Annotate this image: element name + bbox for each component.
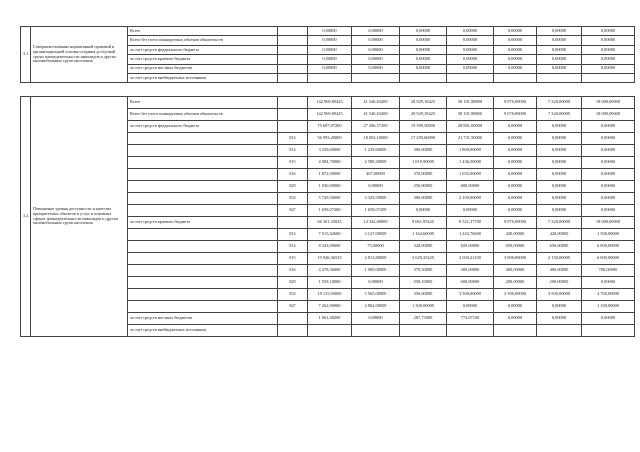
budget-code-cell: 833 bbox=[278, 289, 308, 301]
amount-cell: 1 300,00000 bbox=[400, 301, 447, 313]
amount-cell: 1 035,00000 bbox=[447, 169, 494, 181]
row-index: 3.1. bbox=[21, 27, 31, 83]
amount-cell: 350,00000 bbox=[400, 181, 447, 193]
amount-cell: 0,00000 bbox=[537, 64, 582, 73]
amount-cell: 0,00000 bbox=[352, 181, 400, 193]
amount-cell bbox=[447, 325, 494, 337]
amount-cell: 650,00000 bbox=[447, 241, 494, 253]
amount-cell: 0,00000 bbox=[582, 313, 635, 325]
amount-cell: 3 500,00000 bbox=[494, 289, 537, 301]
funding-source-label bbox=[128, 253, 278, 265]
amount-cell: 1 800,00000 bbox=[447, 145, 494, 157]
amount-cell: 0,00000 bbox=[494, 169, 537, 181]
amount-cell: 0,00000 bbox=[447, 301, 494, 313]
amount-cell: 56 993,20000 bbox=[308, 133, 352, 145]
budget-code-cell bbox=[278, 36, 308, 45]
amount-cell: 0,00000 bbox=[537, 157, 582, 169]
amount-cell: 1 900,00000 bbox=[352, 265, 400, 277]
amount-cell: 18 002,10000 bbox=[352, 133, 400, 145]
amount-cell: 0,00000 bbox=[537, 313, 582, 325]
funding-source-label: Всего без учета планируемых объемов обязательств bbox=[128, 109, 278, 121]
budget-code-cell: 815 bbox=[278, 253, 308, 265]
funding-source-label: Всего без учета планируемых объемов обязательств bbox=[128, 36, 278, 45]
amount-cell: 3 329,50000 bbox=[352, 193, 400, 205]
amount-cell: 2 033,21100 bbox=[447, 253, 494, 265]
amount-cell: 0,00000 bbox=[447, 27, 494, 36]
amount-cell: 0,00000 bbox=[447, 36, 494, 45]
amount-cell: 0,00000 bbox=[537, 193, 582, 205]
amount-cell: 0,00000 bbox=[582, 27, 635, 36]
amount-cell bbox=[494, 73, 537, 82]
amount-cell: 287,73000 bbox=[400, 313, 447, 325]
amount-cell: 18 000,00000 bbox=[582, 217, 635, 229]
amount-cell: 0,00000 bbox=[537, 45, 582, 54]
amount-cell: 18 000,00000 bbox=[582, 97, 635, 109]
amount-cell: 66 301,33025 bbox=[308, 217, 352, 229]
amount-cell bbox=[352, 325, 400, 337]
measure-description: Совершенствование нормативной правовой и организационной основы создания доступной среды жизнедеятельности инвалидов и других маломобильных групп населения bbox=[31, 27, 128, 83]
amount-cell bbox=[352, 73, 400, 82]
amount-cell: 0,00000 bbox=[537, 36, 582, 45]
budget-code-cell: 814 bbox=[278, 241, 308, 253]
budget-code-cell bbox=[278, 73, 308, 82]
amount-cell: 1 100,00000 bbox=[582, 301, 635, 313]
amount-cell: 27 206,57200 bbox=[352, 121, 400, 133]
amount-cell: 0,00000 bbox=[537, 145, 582, 157]
amount-cell bbox=[308, 325, 352, 337]
amount-cell: 3 500,00000 bbox=[447, 289, 494, 301]
funding-source-label bbox=[128, 277, 278, 289]
amount-cell: 0,00000 bbox=[582, 36, 635, 45]
amount-cell: 5 565,00000 bbox=[352, 289, 400, 301]
amount-cell: 0,00000 bbox=[447, 45, 494, 54]
budget-code-cell: 829 bbox=[278, 277, 308, 289]
amount-cell: 0,00000 bbox=[494, 145, 537, 157]
amount-cell: 0,00000 bbox=[582, 133, 635, 145]
funding-source-label bbox=[128, 301, 278, 313]
amount-cell: 1 164,60000 bbox=[400, 229, 447, 241]
amount-cell: 28 929,18425 bbox=[400, 109, 447, 121]
amount-cell: 2 862,00000 bbox=[352, 301, 400, 313]
funding-source-label bbox=[128, 133, 278, 145]
budget-code-cell bbox=[278, 109, 308, 121]
amount-cell: 3 127,00000 bbox=[352, 229, 400, 241]
funding-source-label bbox=[128, 265, 278, 277]
funding-source-label: Всего bbox=[128, 27, 278, 36]
amount-cell: 0,00000 bbox=[494, 157, 537, 169]
budget-code-cell: 816 bbox=[278, 265, 308, 277]
amount-cell: 0,00000 bbox=[537, 205, 582, 217]
amount-cell: 700,00000 bbox=[582, 265, 635, 277]
amount-cell: 1 019,90000 bbox=[400, 157, 447, 169]
amount-cell: 17 259,60000 bbox=[400, 133, 447, 145]
amount-cell: 142 969,80425 bbox=[308, 109, 352, 121]
amount-cell: 19 115,00000 bbox=[308, 289, 352, 301]
budget-code-cell bbox=[278, 325, 308, 337]
amount-cell: 0,00000 bbox=[352, 277, 400, 289]
amount-cell: 300,00000 bbox=[447, 265, 494, 277]
funding-source-label: за счет средств местных бюджетов bbox=[128, 64, 278, 73]
amount-cell: 7 320,00000 bbox=[537, 109, 582, 121]
amount-cell: 0,00000 bbox=[352, 45, 400, 54]
amount-cell: 0,00000 bbox=[537, 133, 582, 145]
amount-cell: 420,00000 bbox=[494, 229, 537, 241]
amount-cell: 0,00000 bbox=[447, 205, 494, 217]
amount-cell: 7 320,00000 bbox=[537, 97, 582, 109]
amount-cell bbox=[537, 325, 582, 337]
amount-cell: 320,00000 bbox=[400, 241, 447, 253]
funding-source-label: за счет средств федерального бюджета bbox=[128, 45, 278, 54]
budget-code-cell: 829 bbox=[278, 181, 308, 193]
amount-cell: 9 061,95425 bbox=[400, 217, 447, 229]
funding-source-label bbox=[128, 181, 278, 193]
amount-cell: 8 521,37700 bbox=[447, 217, 494, 229]
budget-code-cell bbox=[278, 121, 308, 133]
funding-source-label: за счет средств местных бюджетов bbox=[128, 313, 278, 325]
amount-cell: 0,00000 bbox=[400, 205, 447, 217]
amount-cell: 0,00000 bbox=[308, 27, 352, 36]
amount-cell bbox=[494, 325, 537, 337]
budget-code-cell: 816 bbox=[278, 169, 308, 181]
amount-cell: 0,00000 bbox=[308, 64, 352, 73]
amount-cell: 1 239,60000 bbox=[352, 145, 400, 157]
budget-code-cell bbox=[278, 313, 308, 325]
amount-cell: 0,00000 bbox=[400, 36, 447, 45]
amount-cell: 0,00000 bbox=[494, 181, 537, 193]
amount-cell: 9 070,00000 bbox=[494, 97, 537, 109]
amount-cell: 0,00000 bbox=[582, 55, 635, 64]
amount-cell: 75 607,07200 bbox=[308, 121, 352, 133]
amount-cell: 1 558,10000 bbox=[308, 277, 352, 289]
amount-cell: 0,00000 bbox=[537, 55, 582, 64]
budget-code-cell: 814 bbox=[278, 145, 308, 157]
amount-cell: 41 546,63200 bbox=[352, 109, 400, 121]
funding-source-label: за счет средств внебюджетных источников bbox=[128, 73, 278, 82]
amount-cell: 350,00000 bbox=[400, 289, 447, 301]
amount-cell: 18 000,00000 bbox=[582, 109, 635, 121]
amount-cell: 0,00000 bbox=[494, 64, 537, 73]
amount-cell: 1 872,00000 bbox=[308, 169, 352, 181]
amount-cell: 0,00000 bbox=[582, 157, 635, 169]
funding-source-label bbox=[128, 169, 278, 181]
amount-cell: 0,00000 bbox=[582, 205, 635, 217]
amount-cell: 0,00000 bbox=[400, 27, 447, 36]
amount-cell: 1 061,40200 bbox=[308, 313, 352, 325]
section-3-1-table bbox=[20, 26, 635, 83]
amount-cell: 0,00000 bbox=[537, 181, 582, 193]
amount-cell: 5 729,50000 bbox=[308, 193, 352, 205]
amount-cell: 4 278,36000 bbox=[308, 265, 352, 277]
amount-cell: 6 000,00000 bbox=[582, 241, 635, 253]
amount-cell: 1 658,07200 bbox=[352, 205, 400, 217]
funding-source-label: за счет средств внебюджетных источников bbox=[128, 325, 278, 337]
amount-cell: 0,00000 bbox=[494, 193, 537, 205]
amount-cell: 1 436,50000 bbox=[447, 157, 494, 169]
budget-code-cell: 813 bbox=[278, 229, 308, 241]
amount-cell: 0,00000 bbox=[494, 205, 537, 217]
amount-cell: 0,00000 bbox=[352, 64, 400, 73]
amount-cell: 9 070,00000 bbox=[494, 217, 537, 229]
amount-cell: 2 813,80000 bbox=[352, 253, 400, 265]
amount-cell: 0,00000 bbox=[537, 301, 582, 313]
amount-cell: 14 342,00000 bbox=[352, 217, 400, 229]
budget-code-cell: 815 bbox=[278, 157, 308, 169]
amount-cell: 0,00000 bbox=[352, 27, 400, 36]
amount-cell: 0,00000 bbox=[352, 36, 400, 45]
amount-cell: 3 500,00000 bbox=[537, 289, 582, 301]
funding-source-label bbox=[128, 145, 278, 157]
amount-cell: 3 029,35425 bbox=[400, 253, 447, 265]
amount-cell: 19 926,36525 bbox=[308, 253, 352, 265]
amount-cell: 7 262,00000 bbox=[308, 301, 352, 313]
amount-cell: 3 900,00000 bbox=[494, 253, 537, 265]
amount-cell: 0,00000 bbox=[494, 36, 537, 45]
amount-cell: 9 070,00000 bbox=[494, 109, 537, 121]
budget-code-cell: 847 bbox=[278, 205, 308, 217]
amount-cell: 1 030,00000 bbox=[308, 181, 352, 193]
amount-cell: 19 599,50000 bbox=[400, 121, 447, 133]
amount-cell: 21 731,50000 bbox=[447, 133, 494, 145]
amount-cell: 6 000,00000 bbox=[582, 253, 635, 265]
amount-cell: 7 320,00000 bbox=[537, 217, 582, 229]
amount-cell: 467,00000 bbox=[352, 169, 400, 181]
amount-cell: 0,00000 bbox=[582, 64, 635, 73]
budget-code-cell bbox=[278, 64, 308, 73]
budget-code-cell: 847 bbox=[278, 301, 308, 313]
table-row bbox=[21, 27, 635, 36]
amount-cell bbox=[582, 325, 635, 337]
budget-code-cell bbox=[278, 55, 308, 64]
amount-cell: 0,00000 bbox=[537, 169, 582, 181]
amount-cell: 0,00000 bbox=[308, 45, 352, 54]
amount-cell: 0,00000 bbox=[308, 36, 352, 45]
amount-cell: 0,00000 bbox=[537, 27, 582, 36]
amount-cell: 0,00000 bbox=[447, 55, 494, 64]
amount-cell: 400,00000 bbox=[537, 265, 582, 277]
amount-cell: 0,00000 bbox=[582, 193, 635, 205]
amount-cell: 0,00000 bbox=[308, 55, 352, 64]
amount-cell: 0,00000 bbox=[494, 45, 537, 54]
amount-cell: 0,00000 bbox=[494, 301, 537, 313]
amount-cell: 0,00000 bbox=[582, 169, 635, 181]
budget-code-cell: 813 bbox=[278, 133, 308, 145]
budget-code-cell bbox=[278, 27, 308, 36]
amount-cell: 0,00000 bbox=[582, 45, 635, 54]
amount-cell bbox=[400, 325, 447, 337]
amount-cell: 0,00000 bbox=[537, 121, 582, 133]
amount-cell: 600,00000 bbox=[447, 277, 494, 289]
amount-cell: 3 339,60000 bbox=[308, 145, 352, 157]
amount-cell bbox=[537, 73, 582, 82]
amount-cell: 0,00000 bbox=[400, 55, 447, 64]
funding-source-label: Всего bbox=[128, 97, 278, 109]
amount-cell: 38 101,98800 bbox=[447, 97, 494, 109]
funding-source-label: за счет средств краевого бюджета bbox=[128, 217, 278, 229]
amount-cell: 28 801,00000 bbox=[447, 121, 494, 133]
amount-cell: 0,00000 bbox=[494, 313, 537, 325]
amount-cell: 650,00000 bbox=[537, 241, 582, 253]
amount-cell: 0,00000 bbox=[400, 45, 447, 54]
amount-cell: 0,00000 bbox=[582, 181, 635, 193]
funding-source-label bbox=[128, 289, 278, 301]
amount-cell: 38 101,98800 bbox=[447, 109, 494, 121]
amount-cell: 0,00000 bbox=[494, 27, 537, 36]
amount-cell: 1 500,00000 bbox=[582, 229, 635, 241]
funding-source-label bbox=[128, 241, 278, 253]
amount-cell: 1 243,76600 bbox=[447, 229, 494, 241]
amount-cell: 75,00000 bbox=[352, 241, 400, 253]
amount-cell: 773,67100 bbox=[447, 313, 494, 325]
amount-cell: 0,00000 bbox=[494, 133, 537, 145]
amount-cell: 370,00000 bbox=[400, 169, 447, 181]
amount-cell: 0,00000 bbox=[352, 55, 400, 64]
amount-cell: 379,50000 bbox=[400, 265, 447, 277]
amount-cell: 0,00000 bbox=[494, 55, 537, 64]
amount-cell: 0,00000 bbox=[400, 64, 447, 73]
amount-cell: 0,00000 bbox=[582, 145, 635, 157]
amount-cell: 680,00000 bbox=[447, 181, 494, 193]
amount-cell: 2 588,30000 bbox=[352, 157, 400, 169]
budget-code-cell: 833 bbox=[278, 193, 308, 205]
amount-cell: 300,00000 bbox=[400, 193, 447, 205]
amount-cell: 4 984,70000 bbox=[308, 157, 352, 169]
amount-cell: 420,00000 bbox=[537, 229, 582, 241]
section-3-2-table bbox=[20, 96, 635, 337]
amount-cell: 200,00000 bbox=[494, 277, 537, 289]
amount-cell: 0,00000 bbox=[582, 277, 635, 289]
amount-cell: 2 100,00000 bbox=[447, 193, 494, 205]
amount-cell: 0,00000 bbox=[447, 64, 494, 73]
amount-cell bbox=[582, 73, 635, 82]
amount-cell: 0,00000 bbox=[582, 121, 635, 133]
amount-cell: 4 700,00000 bbox=[582, 289, 635, 301]
funding-source-label: за счет средств краевого бюджета bbox=[128, 55, 278, 64]
amount-cell: 200,00000 bbox=[537, 277, 582, 289]
amount-cell bbox=[400, 73, 447, 82]
funding-source-label bbox=[128, 205, 278, 217]
amount-cell: 1 658,07200 bbox=[308, 205, 352, 217]
amount-cell: 400,00000 bbox=[494, 265, 537, 277]
amount-cell: 300,00000 bbox=[400, 145, 447, 157]
amount-cell: 650,00000 bbox=[494, 241, 537, 253]
amount-cell: 558,10000 bbox=[400, 277, 447, 289]
budget-code-cell bbox=[278, 217, 308, 229]
funding-source-label bbox=[128, 157, 278, 169]
amount-cell bbox=[308, 73, 352, 82]
amount-cell: 41 546,63200 bbox=[352, 97, 400, 109]
amount-cell: 2 150,00000 bbox=[537, 253, 582, 265]
amount-cell: 8 343,00000 bbox=[308, 241, 352, 253]
row-index: 3.2. bbox=[21, 97, 31, 337]
table-row bbox=[21, 97, 635, 109]
document-page bbox=[20, 26, 634, 416]
amount-cell bbox=[447, 73, 494, 82]
funding-source-label bbox=[128, 193, 278, 205]
budget-code-cell bbox=[278, 97, 308, 109]
amount-cell: 0,00000 bbox=[352, 313, 400, 325]
funding-source-label: за счет средств федерального бюджета bbox=[128, 121, 278, 133]
funding-source-label bbox=[128, 229, 278, 241]
budget-code-cell bbox=[278, 45, 308, 54]
measure-description: Повышение уровня доступности и качества приоритетных объектов и услуг в основных сферах жизнедеятельности инвалидов и других маломобильных групп населения bbox=[31, 97, 128, 337]
amount-cell: 28 929,18425 bbox=[400, 97, 447, 109]
amount-cell: 7 015,42600 bbox=[308, 229, 352, 241]
amount-cell: 0,00000 bbox=[494, 121, 537, 133]
amount-cell: 142 969,80425 bbox=[308, 97, 352, 109]
